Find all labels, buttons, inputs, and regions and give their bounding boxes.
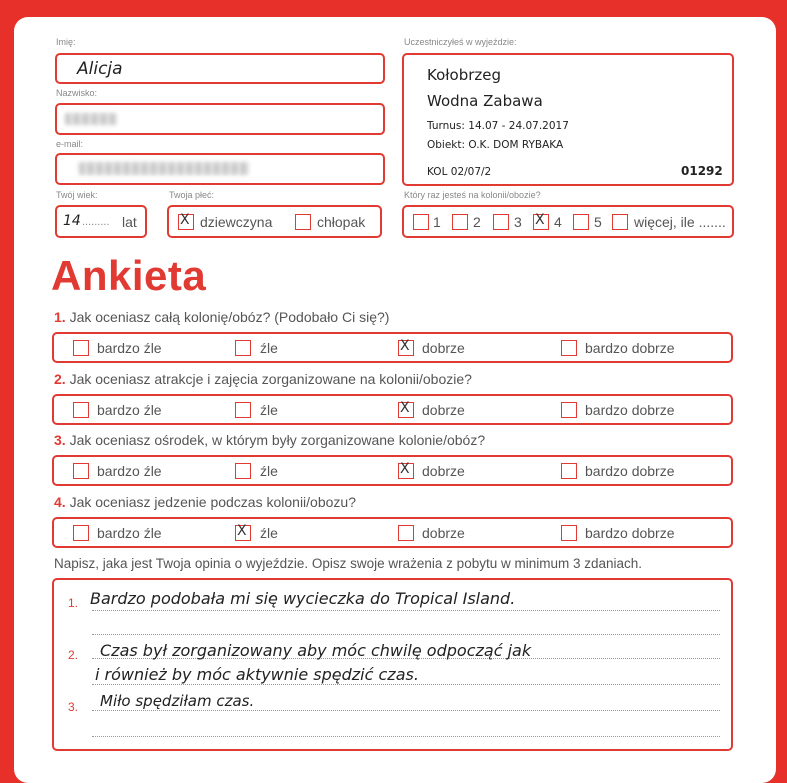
gender-label: Twoja płeć: (169, 190, 215, 200)
q3-checkbox-very-bad[interactable] (73, 463, 89, 479)
name-field[interactable] (55, 53, 385, 84)
q3-option-very-bad: bardzo źle (97, 463, 162, 479)
q4-option-good: dobrze (422, 525, 465, 541)
camp-program: Wodna Zabawa (427, 92, 543, 110)
times-option-more: więcej, ile ....... (634, 214, 726, 230)
opinion-line-4: Miło spędziłam czas. (100, 692, 255, 710)
q1-option-very-bad: bardzo źle (97, 340, 162, 356)
check-mark: X (535, 212, 545, 228)
q2-checkbox-very-good[interactable] (561, 402, 577, 418)
q2-option-good: dobrze (422, 402, 465, 418)
times-option-3: 3 (514, 214, 522, 230)
check-mark: X (400, 461, 410, 477)
question-2: 2. Jak oceniasz atrakcje i zajęcia zorganizowane na kolonii/obozie? (54, 371, 472, 387)
check-mark: X (400, 338, 410, 354)
gender-option-boy: chłopak (317, 214, 366, 230)
times-checkbox-1[interactable] (413, 214, 429, 230)
check-mark: X (400, 400, 410, 416)
times-option-4: 4 (554, 214, 562, 230)
opinion-prompt: Napisz, jaka jest Twoja opinia o wyjeździe. Opisz swoje wrażenia z pobytu w minimum 3 zdaniach. (54, 556, 643, 571)
q1-checkbox-very-bad[interactable] (73, 340, 89, 356)
times-field (402, 205, 734, 238)
times-option-1: 1 (433, 214, 441, 230)
q4-checkbox-very-bad[interactable] (73, 525, 89, 541)
times-checkbox-2[interactable] (452, 214, 468, 230)
opinion-line-2: Czas był zorganizowany aby móc chwilę odpocząć jak (100, 641, 532, 660)
camp-label: Uczestniczyłeś w wyjeździe: (404, 37, 517, 47)
q1-checkbox-bad[interactable] (235, 340, 251, 356)
q2-checkbox-very-bad[interactable] (73, 402, 89, 418)
question-3-answers (52, 455, 733, 486)
surname-label: Nazwisko: (56, 88, 98, 98)
q3-checkbox-very-good[interactable] (561, 463, 577, 479)
q4-option-very-bad: bardzo źle (97, 525, 162, 541)
opinion-line-1: Bardzo podobała mi się wycieczka do Tropical Island. (90, 589, 516, 608)
name-value: Alicja (77, 59, 123, 79)
times-label: Który raz jesteś na kolonii/obozie? (404, 190, 541, 200)
question-3: 3. Jak oceniasz ośrodek, w którym były zorganizowane kolonie/obóz? (54, 432, 486, 448)
survey-title: Ankieta (51, 252, 207, 299)
name-label: Imię: (56, 37, 76, 47)
line-number-3: 3. (68, 700, 79, 714)
q3-option-very-good: bardzo dobrze (585, 463, 675, 479)
q1-option-bad: źle (260, 340, 278, 356)
times-option-2: 2 (473, 214, 481, 230)
question-1: 1. Jak oceniasz całą kolonię/obóz? (Podobało Ci się?) (54, 309, 390, 325)
camp-number: 01292 (681, 164, 723, 178)
gender-field (167, 205, 382, 238)
q1-option-very-good: bardzo dobrze (585, 340, 675, 356)
q4-checkbox-very-good[interactable] (561, 525, 577, 541)
line-number-1: 1. (68, 596, 79, 610)
times-checkbox-more[interactable] (612, 214, 628, 230)
q4-option-very-good: bardzo dobrze (585, 525, 675, 541)
question-1-answers (52, 332, 733, 363)
q3-option-bad: źle (260, 463, 278, 479)
age-label: Twój wiek: (56, 190, 98, 200)
surname-field[interactable] (55, 103, 385, 135)
camp-code: KOL 02/07/2 (427, 166, 492, 178)
age-dots: ......... (82, 216, 110, 228)
gender-option-girl: dziewczyna (200, 214, 273, 230)
q3-checkbox-bad[interactable] (235, 463, 251, 479)
times-checkbox-3[interactable] (493, 214, 509, 230)
line-number-2: 2. (68, 648, 79, 662)
q3-checkbox-good[interactable] (398, 463, 414, 479)
q1-checkbox-very-good[interactable] (561, 340, 577, 356)
camp-info-box (402, 53, 734, 186)
q2-checkbox-good[interactable] (398, 402, 414, 418)
question-4: 4. Jak oceniasz jedzenie podczas kolonii/obozu? (54, 494, 356, 510)
q4-option-bad: źle (260, 525, 278, 541)
writing-line (92, 684, 720, 685)
times-option-5: 5 (594, 214, 602, 230)
q3-option-good: dobrze (422, 463, 465, 479)
age-value: 14 (63, 213, 81, 229)
email-field[interactable] (55, 153, 385, 185)
q2-option-bad: źle (260, 402, 278, 418)
camp-turnus: Turnus: 14.07 - 24.07.2017 (427, 120, 569, 132)
q4-checkbox-bad[interactable] (235, 525, 251, 541)
writing-line (92, 736, 720, 737)
check-mark: X (180, 212, 190, 228)
q2-option-very-bad: bardzo źle (97, 402, 162, 418)
camp-city: Kołobrzeg (427, 66, 502, 84)
gender-checkbox-girl[interactable] (178, 214, 194, 230)
age-unit: lat (122, 214, 137, 230)
times-checkbox-5[interactable] (573, 214, 589, 230)
writing-line (92, 710, 720, 711)
times-checkbox-4[interactable] (533, 214, 549, 230)
q1-option-good: dobrze (422, 340, 465, 356)
question-4-answers (52, 517, 733, 548)
opinion-line-3: i również by móc aktywnie spędzić czas. (95, 665, 419, 684)
q1-checkbox-good[interactable] (398, 340, 414, 356)
camp-object: Obiekt: O.K. DOM RYBAKA (427, 139, 564, 151)
q4-checkbox-good[interactable] (398, 525, 414, 541)
writing-line (92, 610, 720, 611)
gender-checkbox-boy[interactable] (295, 214, 311, 230)
q2-option-very-good: bardzo dobrze (585, 402, 675, 418)
check-mark: X (237, 523, 247, 539)
question-2-answers (52, 394, 733, 425)
email-redacted (79, 162, 249, 175)
writing-line (92, 634, 720, 635)
email-label: e-mail: (56, 139, 84, 149)
surname-redacted (65, 113, 117, 125)
age-field[interactable] (55, 205, 147, 238)
q2-checkbox-bad[interactable] (235, 402, 251, 418)
